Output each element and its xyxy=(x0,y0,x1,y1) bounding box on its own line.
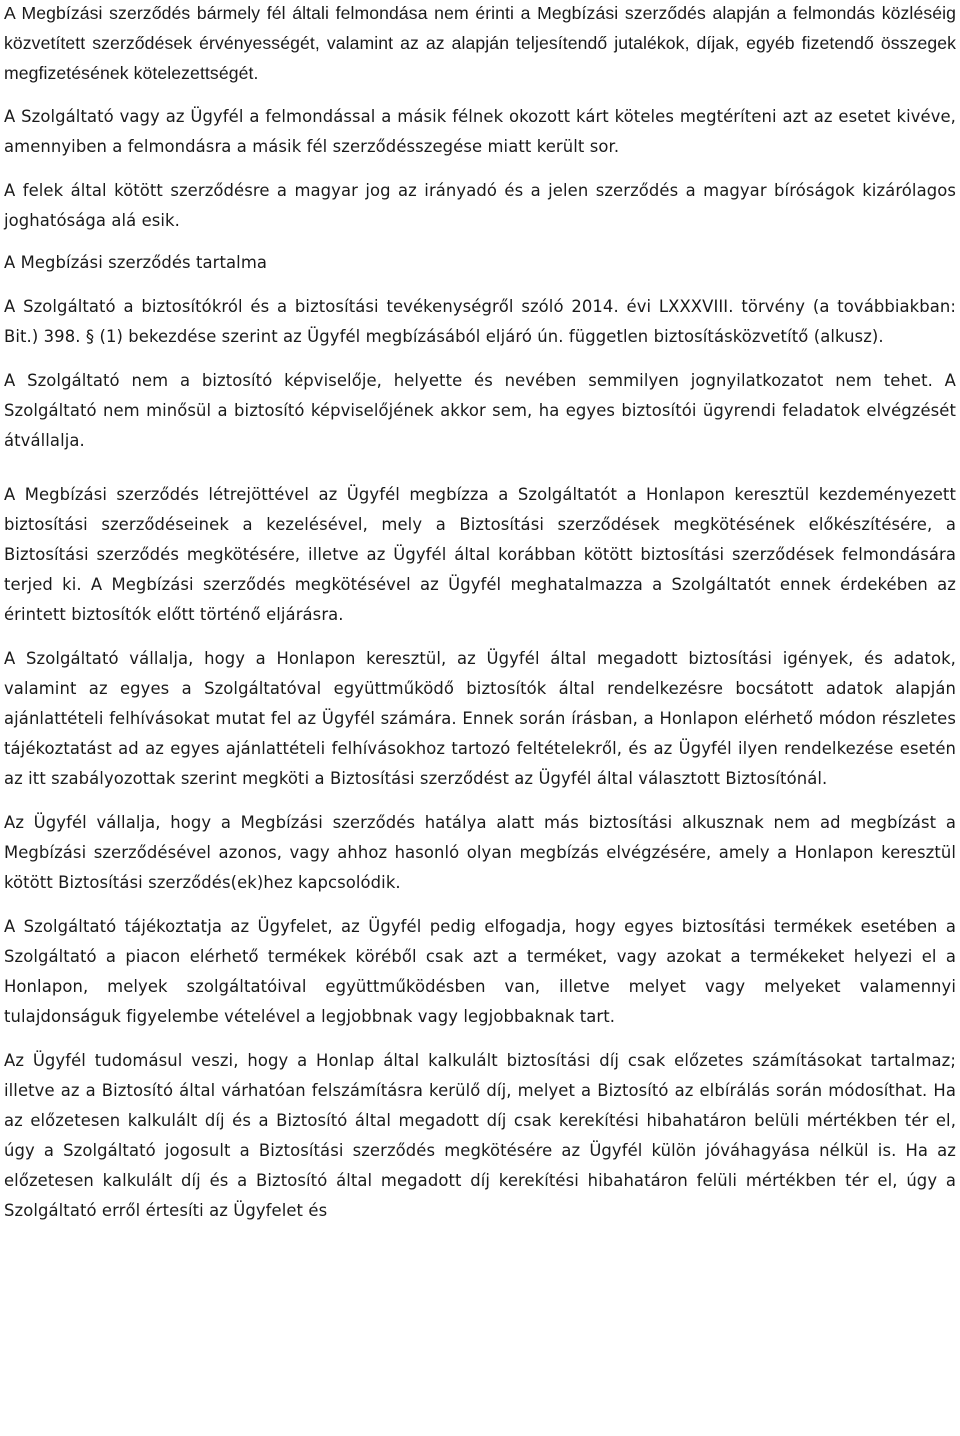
paragraph-premium-calculation: Az Ügyfél tudomásul veszi, hogy a Honlap által kalkulált biztosítási díj csak előzetes számításokat tartalmaz; illetve az a Biztosító által várhatóan felszámításra kerülő díj, melyet a Biztosító az elbírálás során módosíthat. Ha az előzetesen kalkulált díj és a Biztosító által megadott díj csak kerekítési hibahatáron belüli mértékben tér el, úgy a Szolgáltató jogosult a Biztosítási szerződés megkötésére az Ügyfél külön jóváhagyása nélkül is. Ha az előzetesen kalkulált díj és a Biztosító által megadott díj kerekítési hibahatáron felüli mértékben tér el, úgy a Szolgáltató erről értesíti az Ügyfelet és xyxy=(4,1051,956,1220)
paragraph-independent-broker: A Szolgáltató a biztosítókról és a biztosítási tevékenységről szóló 2014. évi LXXXVIII. törvény (a továbbiakban: Bit.) 398. § (1) bekezdése szerint az Ügyfél megbízásából eljáró ún. független biztosításközvetítő (alkusz). xyxy=(4,297,956,346)
paragraph-mandate-scope: A Megbízási szerződés létrejöttével az Ügyfél megbízza a Szolgáltatót a Honlapon keresztül kezdeményezett biztosítási szerződéseinek a kezelésével, mely a Biztosítási szerződések megkötésének előkészítésére, a Biztosítási szerződés megkötésére, illetve az Ügyfél által korábban kötött biztosítási szerződések felmondására terjed ki. A Megbízási szerződés megkötésével az Ügyfél meghatalmazza a Szolgáltatót ennek érdekében az érintett biztosítók előtt történő eljárásra. xyxy=(4,485,956,624)
paragraph-damage-liability: A Szolgáltató vagy az Ügyfél a felmondással a másik félnek okozott kárt köteles megtéríteni azt az esetet kivéve, amennyiben a felmondásra a másik fél szerződésszegése miatt került sor. xyxy=(4,107,956,156)
paragraph-product-selection: A Szolgáltató tájékoztatja az Ügyfelet, az Ügyfél pedig elfogadja, hogy egyes biztosítási termékek esetében a Szolgáltató a piacon elérhető termékek köréből csak azt a terméket, vagy azokat a termékeket helyezi el a Honlapon, melyek szolgáltatóival együttműködésben van, illetve melyet vagy melyeket valamennyi tulajdonságuk figyelembe vételével a legjobbnak vagy legjobbaknak tart. xyxy=(4,917,956,1026)
paragraph-governing-law: A felek által kötött szerződésre a magyar jog az irányadó és a jelen szerződés a magyar bíróságok kizárólagos joghatósága alá esik. xyxy=(4,181,956,230)
document-page xyxy=(4,0,956,1226)
paragraph-termination-effect: A Megbízási szerződés bármely fél általi felmondása nem érinti a Megbízási szerződés alapján a felmondás közléséig közvetített szerződések érvényességét, valamint az az alapján teljesítendő jutalékok, díjak, egyéb fizetendő összegek megfizetésének kötelezettségét. xyxy=(4,3,956,83)
section-heading-contract-content: A Megbízási szerződés tartalma xyxy=(4,253,268,272)
paragraph-not-insurer-representative: A Szolgáltató nem a biztosító képviselője, helyette és nevében semmilyen jognyilatkozatot nem tehet. A Szolgáltató nem minősül a biztosító képviselőjének akkor sem, ha egyes biztosítói ügyrendi feladatok elvégzését átvállalja. xyxy=(4,371,956,450)
paragraph-offer-invitations: A Szolgáltató vállalja, hogy a Honlapon keresztül, az Ügyfél által megadott biztosítási igények, és adatok, valamint az egyes a Szolgáltatóval együttműködő biztosítók által rendelkezésre bocsátott adatok alapján ajánlattételi felhívásokat mutat fel az Ügyfél számára. Ennek során írásban, a Honlapon elérhető módon részletes tájékoztatást ad az egyes ajánlattételi felhívásokhoz tartozó feltételekről, és az Ügyfél ilyen rendelkezése esetén az itt szabályozottak szerint megköti a Biztosítási szerződést az Ügyfél által választott Biztosítónál. xyxy=(4,649,956,788)
paragraph-exclusive-broker: Az Ügyfél vállalja, hogy a Megbízási szerződés hatálya alatt más biztosítási alkusznak nem ad megbízást a Megbízási szerződésével azonos, vagy ahhoz hasonló olyan megbízás elvégzésére, amely a Honlapon keresztül kötött Biztosítási szerződés(ek)hez kapcsolódik. xyxy=(4,813,956,892)
